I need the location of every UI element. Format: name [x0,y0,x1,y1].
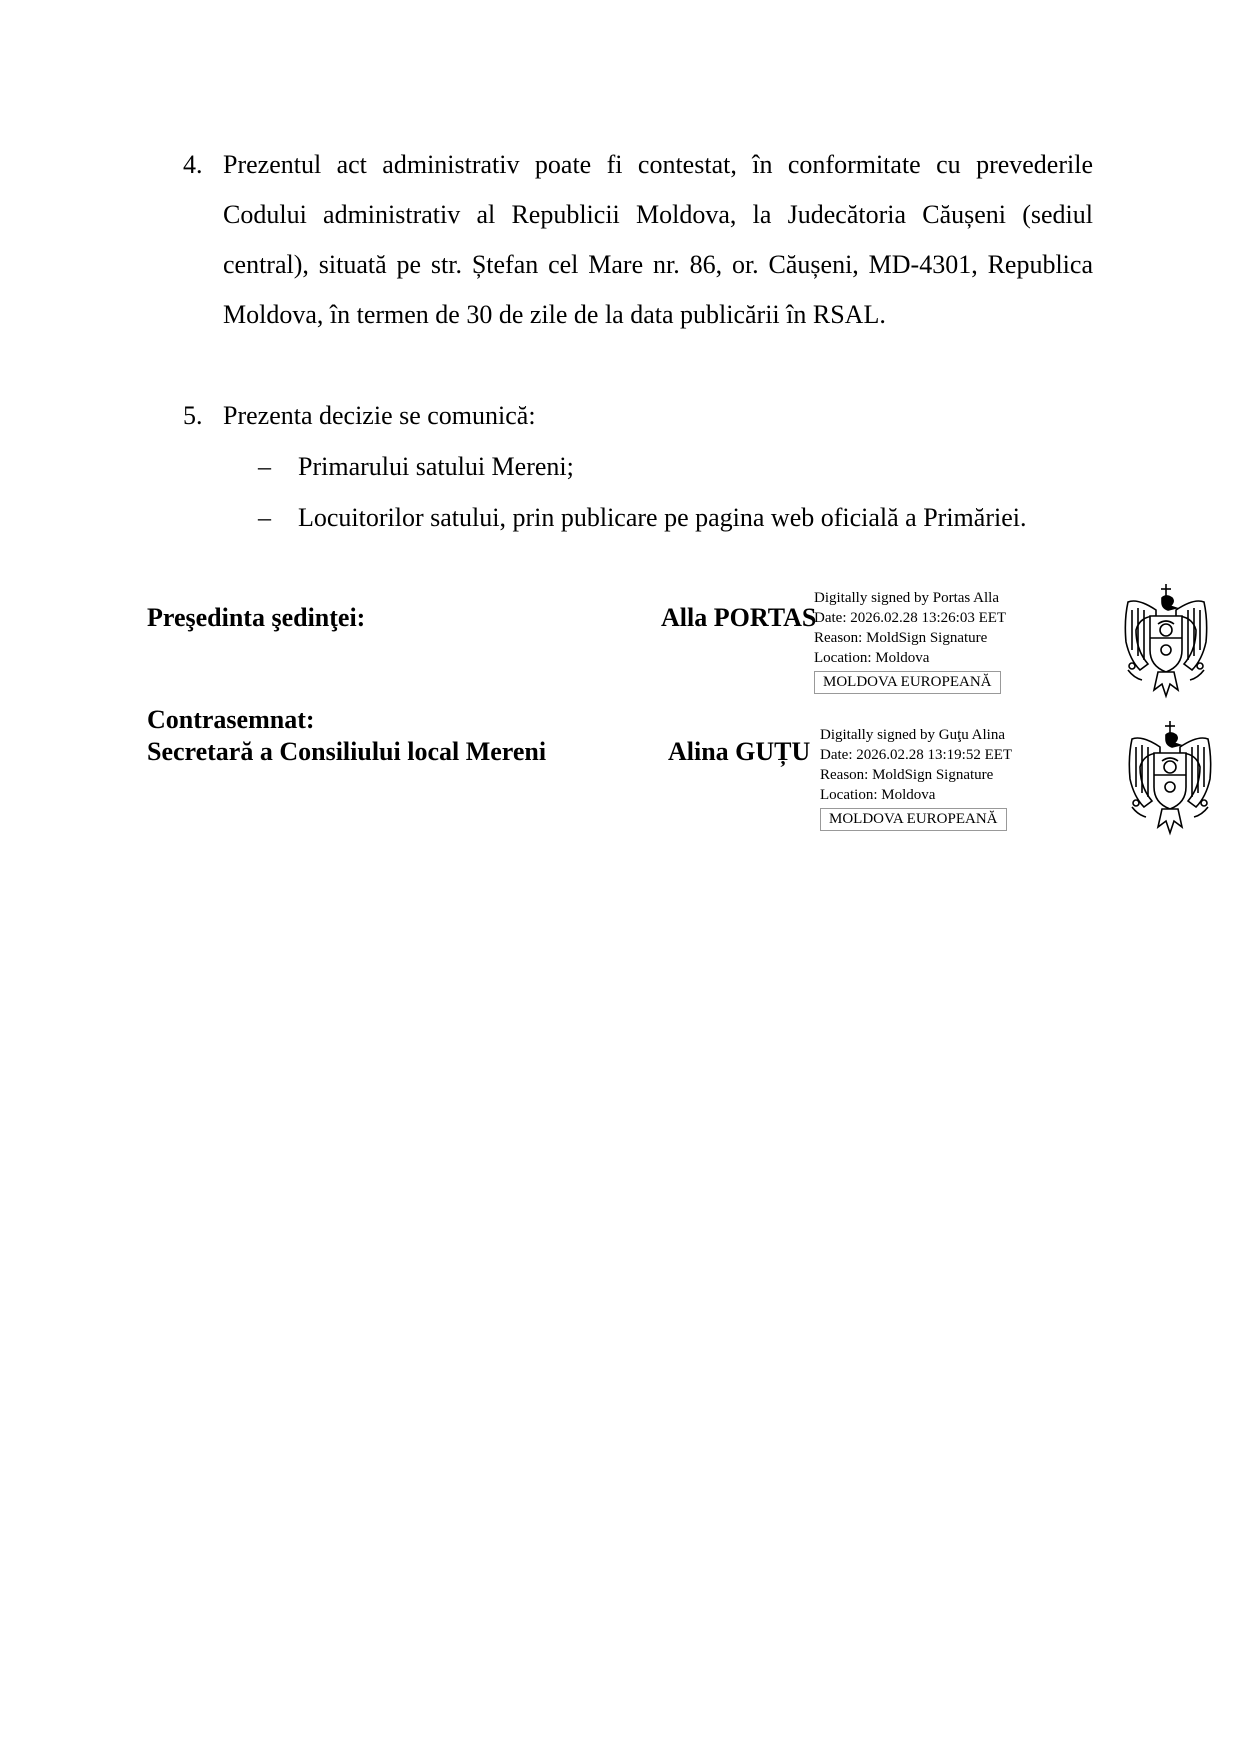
countersign-heading: Contrasemnat: [147,705,315,734]
signature-date: Date: 2026.02.28 13:26:03 EET [814,610,1007,626]
digital-signature-gutu[interactable] [820,725,1012,831]
recipient-text: Primarului satului Mereni; [298,452,574,481]
secretary-role: Secretară a Consiliului local Mereni [147,737,547,766]
signature-signed-by: Digitally signed by Portas Alla [814,590,999,606]
item-number: 5. [183,401,203,430]
item-text: Prezentul act administrativ poate fi contestat, în conformitate cu prevederile Codului administrativ al Republicii Moldova, la Judecătoria Căușeni (sediul central), situată pe str. Ștefan cel Mare nr. 86, or. Căușeni, MD-4301, Republica Moldova, în termen de 30 de zile de la data publicării în RSAL. [223,150,1093,329]
signature-location: Location: Moldova [820,787,936,803]
recipient-item [258,493,1093,543]
signature-location: Location: Moldova [814,650,930,666]
list-item-5 [183,391,1093,441]
recipient-item [258,442,1093,492]
recipient-text: Locuitorilor satului, prin publicare pe pagina web oficială a Primăriei. [298,503,1027,532]
digital-signature-portas[interactable] [814,588,1006,694]
signature-date: Date: 2026.02.28 13:19:52 EET [820,747,1013,763]
dash-mark: – [258,503,271,532]
signature-badge: MOLDOVA EUROPEANĂ [820,808,1007,831]
president-role: Preşedinta şedinţei: [147,603,366,632]
signature-badge: MOLDOVA EUROPEANĂ [814,671,1001,694]
coat-of-arms-icon [1122,717,1218,839]
signature-signed-by: Digitally signed by Guţu Alina [820,727,1005,743]
signature-reason: Reason: MoldSign Signature [814,630,988,646]
signature-reason: Reason: MoldSign Signature [820,767,994,783]
dash-mark: – [258,452,271,481]
item-text: Prezenta decizie se comunică: [223,401,536,430]
list-item-4 [183,140,1093,340]
president-name: Alla PORTAS [661,603,817,632]
secretary-name: Alina GUȚU [668,737,811,766]
coat-of-arms-icon [1118,580,1214,702]
item-number: 4. [183,150,203,179]
